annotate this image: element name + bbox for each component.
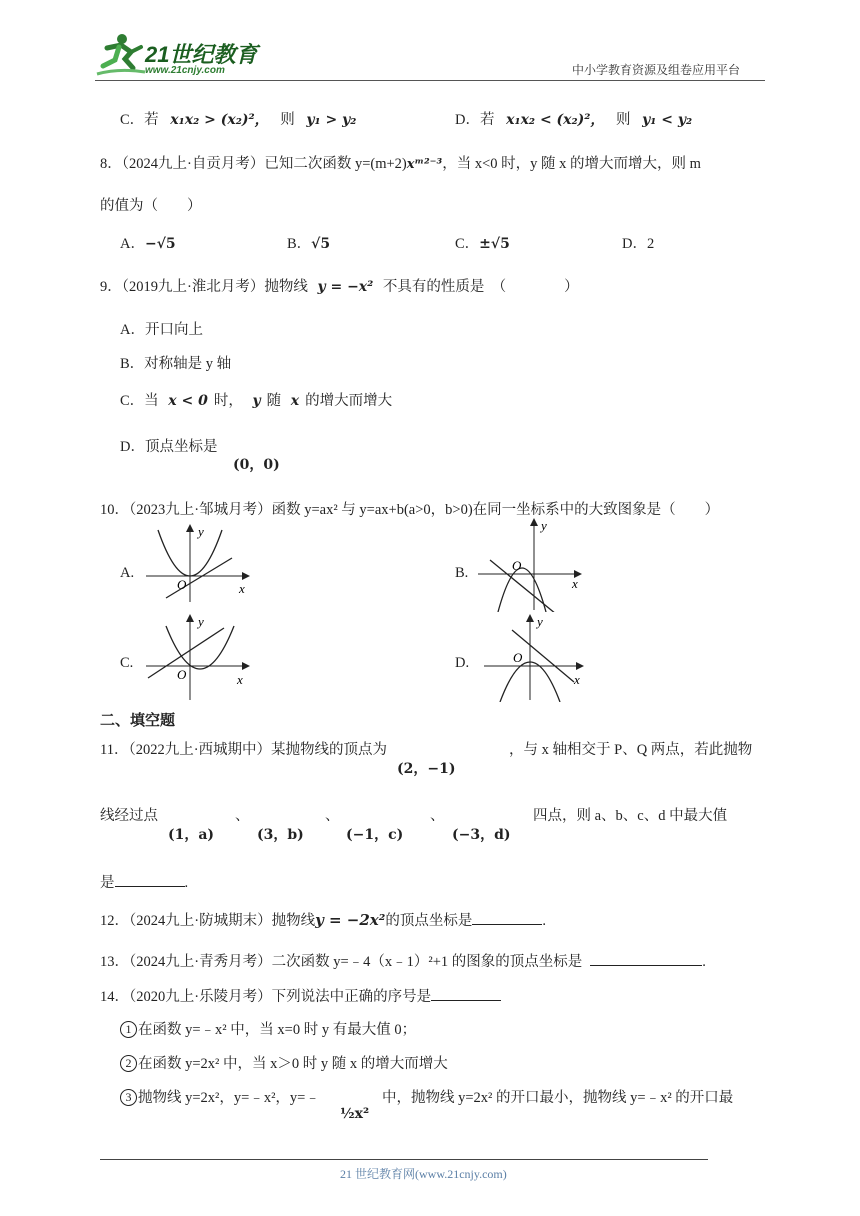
q8-option-a: A．−√5 <box>120 236 176 252</box>
q11-sep-3: 、 <box>430 808 445 824</box>
q7-d-math: x₁x₂ < (x₂)²， <box>506 112 605 128</box>
q11-line2-start: 线经过点 <box>100 808 158 824</box>
q14-item-1: 1 在函数 y=﹣x² 中，当 x=0 时 y 有最大值 0； <box>120 1020 416 1040</box>
header-logo <box>95 32 260 78</box>
q7-d-result: y₁ < y₂ <box>642 112 693 128</box>
q14-answer-blank[interactable] <box>431 986 501 1001</box>
q13-answer-blank[interactable] <box>590 951 702 966</box>
q7-c-math: x₁x₂ > (x₂)²， <box>170 112 269 128</box>
q7-c-result: y₁ > y₂ <box>306 112 357 128</box>
q11-vertex: (2，−1) <box>397 761 456 777</box>
graph-b-origin-label: O <box>512 558 522 573</box>
graph-c-x-label: x <box>237 672 243 687</box>
q10-stem: 10．（2023九上·邹城月考）函数 y=ax² 与 y=ax+b(a>0，b>0)在同一坐标系中的大致图象是（ ） <box>100 502 720 518</box>
runner-logo-icon <box>95 32 147 78</box>
q10-option-b-label: B. <box>455 565 469 581</box>
header-divider <box>95 80 765 81</box>
q10-graph-c <box>144 612 254 702</box>
q10-graph-b <box>476 516 586 612</box>
q9-math: y = −x² <box>317 279 374 295</box>
q14-item-3-cont: 中，抛物线 y=2x² 的开口最小，抛物线 y=﹣x² 的开口最 <box>382 1090 734 1106</box>
q8-stem: 8．（2024九上·自贡月考）已知二次函数 y=(m+2)xᵐ²⁻³，当 x<0 时，y 随 x 的增大而增大，则 m <box>100 156 701 172</box>
q14-item-3: 3 抛物线 y=2x²，y=﹣x²，y=﹣ <box>120 1088 320 1108</box>
q9-option-d-math: (0，0) <box>233 457 280 473</box>
q9-option-a: A．开口向上 <box>120 322 203 338</box>
q11-point-1: (1，a) <box>168 827 215 843</box>
q12-stem: 12．（2024九上·防城期末）抛物线y = −2x²的顶点坐标是 . <box>100 911 546 929</box>
graph-d-y-label: y <box>537 614 543 629</box>
q11-point-4: (−3，d) <box>452 827 511 843</box>
graph-b-y-label: y <box>541 518 547 533</box>
q10-option-d-label: D. <box>455 655 470 671</box>
logo-url-text: www.21cnjy.com <box>145 65 225 76</box>
logo-main-text: 21世纪教育 <box>145 42 258 67</box>
graph-a-origin-label: O <box>177 577 187 592</box>
q8-option-c: C．±√5 <box>455 236 510 252</box>
q11-stem-cont: ，与 x 轴相交于 P、Q 两点，若此抛物 <box>509 742 753 758</box>
q8-stem-line2: 的值为（ ） <box>100 198 202 214</box>
graph-a-x-label: x <box>239 581 245 596</box>
q11-sep-1: 、 <box>235 808 250 824</box>
q11-stem: 11．（2022九上·西城期中）某抛物线的顶点为 <box>100 742 388 758</box>
q10-graph-a <box>144 522 254 604</box>
q7-option-c: C．若 x₁x₂ > (x₂)²， 则 y₁ > y₂ <box>120 112 357 128</box>
q9-option-d: D．顶点坐标是 <box>120 439 218 455</box>
q8-exponent: xᵐ²⁻³ <box>406 157 443 172</box>
graph-d-x-label: x <box>574 672 580 687</box>
q14-stem: 14．（2020九上·乐陵月考）下列说法中正确的序号是 <box>100 986 501 1007</box>
q9-stem: 9．（2019九上·淮北月考）抛物线 y = −x² 不具有的性质是 （ ） <box>100 279 579 295</box>
q12-math: y = −2x² <box>315 911 386 929</box>
q9-option-c: C．当 x < 0 时， y 随 x 的增大而增大 <box>120 393 393 409</box>
q10-option-c-label: C. <box>120 655 134 671</box>
q8-option-d: D．2 <box>622 236 655 252</box>
graph-c-origin-label: O <box>177 667 187 682</box>
q14-item-2: 2 在函数 y=2x² 中，当 x＞0 时 y 随 x 的增大而增大 <box>120 1054 448 1074</box>
q11-sep-2: 、 <box>325 808 340 824</box>
q11-point-2: (3，b) <box>257 827 304 843</box>
q12-answer-blank[interactable] <box>472 910 542 925</box>
q8-option-b: B．√5 <box>287 236 331 252</box>
q10-option-a-label: A. <box>120 565 135 581</box>
q11-line2-end: 四点，则 a、b、c、d 中最大值 <box>533 808 728 824</box>
graph-b-x-label: x <box>572 576 578 591</box>
graph-a-y-label: y <box>198 524 204 539</box>
q10-graph-d <box>482 612 592 702</box>
footer-site-text: 21 世纪教育网(www.21cnjy.com) <box>340 1167 507 1181</box>
footer-divider <box>100 1159 708 1160</box>
graph-c-y-label: y <box>198 614 204 629</box>
q14-item-3-fraction: ½x² <box>340 1106 370 1122</box>
q7-option-d: D．若 x₁x₂ < (x₂)²， 则 y₁ < y₂ <box>455 112 693 128</box>
q13-stem: 13．（2024九上·青秀月考）二次函数 y=﹣4（x﹣1）²+1 的图象的顶点坐标是 . <box>100 951 706 972</box>
q11-line3: 是 . <box>100 872 188 893</box>
graph-d-origin-label: O <box>513 650 523 665</box>
q11-answer-blank[interactable] <box>115 872 185 887</box>
section-title-fill-in: 二、填空题 <box>100 712 176 729</box>
header-platform-text: 中小学教育资源及组卷应用平台 <box>572 63 741 77</box>
q9-option-b: B．对称轴是 y 轴 <box>120 356 232 372</box>
q11-point-3: (−1，c) <box>346 827 404 843</box>
